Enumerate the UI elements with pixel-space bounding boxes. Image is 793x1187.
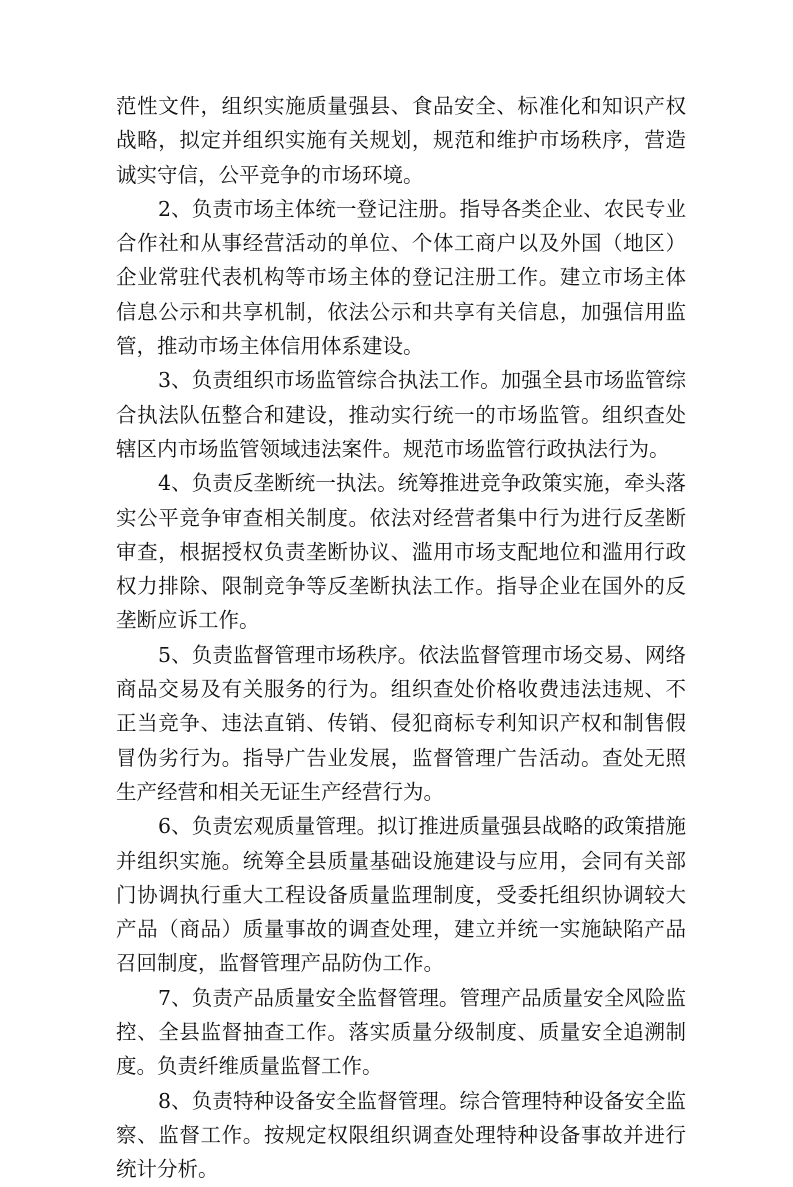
paragraph-7-product-quality: 7、负责产品质量安全监督管理。管理产品质量安全风险监控、全县监督抽查工作。落实质量分级制度、质量安全追溯制度。负责纤维质量监督工作。 [116, 985, 686, 1079]
paragraph-1-continuation: 范性文件，组织实施质量强县、食品安全、标准化和知识产权战略，拟定并组织实施有关规划，规范和维护市场秩序，营造诚实守信，公平竞争的市场环境。 [116, 94, 686, 187]
paragraph-5-market-order: 5、负责监督管理市场秩序。依法监督管理市场交易、网络商品交易及有关服务的行为。组织查处价格收费违法违规、不正当竞争、违法直销、传销、侵犯商标专利知识产权和制售假冒伪劣行为。指导广告业发展，监督管理广告活动。查处无照生产经营和相关无证生产经营行为。 [116, 642, 686, 804]
paragraph-2-market-registration: 2、负责市场主体统一登记注册。指导各类企业、农民专业合作社和从事经营活动的单位、个体工商户以及外国（地区）企业常驻代表机构等市场主体的登记注册工作。建立市场主体信息公示和共享机制，依法公示和共享有关信息，加强信用监管，推动市场主体信用体系建设。 [116, 196, 686, 359]
paragraph-6-macro-quality: 6、负责宏观质量管理。拟订推进质量强县战略的政策措施并组织实施。统筹全县质量基础设施建设与应用，会同有关部门协调执行重大工程设备质量监理制度，受委托组织协调较大产品（商品）质量事故的调查处理，建立并统一实施缺陷产品召回制度，监督管理产品防伪工作。 [116, 814, 686, 976]
paragraph-4-anti-monopoly: 4、负责反垄断统一执法。统筹推进竞争政策实施，牵头落实公平竞争审查相关制度。依法对经营者集中行为进行反垄断审查，根据授权负责垄断协议、滥用市场支配地位和滥用行政权力排除、限制竞争等反垄断执法工作。指导企业在国外的反垄断应诉工作。 [116, 471, 686, 633]
paragraph-8-special-equipment: 8、负责特种设备安全监督管理。综合管理特种设备安全监察、监督工作。按规定权限组织调查处理特种设备事故并进行统计分析。 [116, 1088, 686, 1182]
document-body [116, 89, 686, 1187]
paragraph-3-comprehensive-enforcement: 3、负责组织市场监管综合执法工作。加强全县市场监管综合执法队伍整合和建设，推动实行统一的市场监管。组织查处辖区内市场监管领域违法案件。规范市场监管行政执法行为。 [116, 368, 686, 461]
